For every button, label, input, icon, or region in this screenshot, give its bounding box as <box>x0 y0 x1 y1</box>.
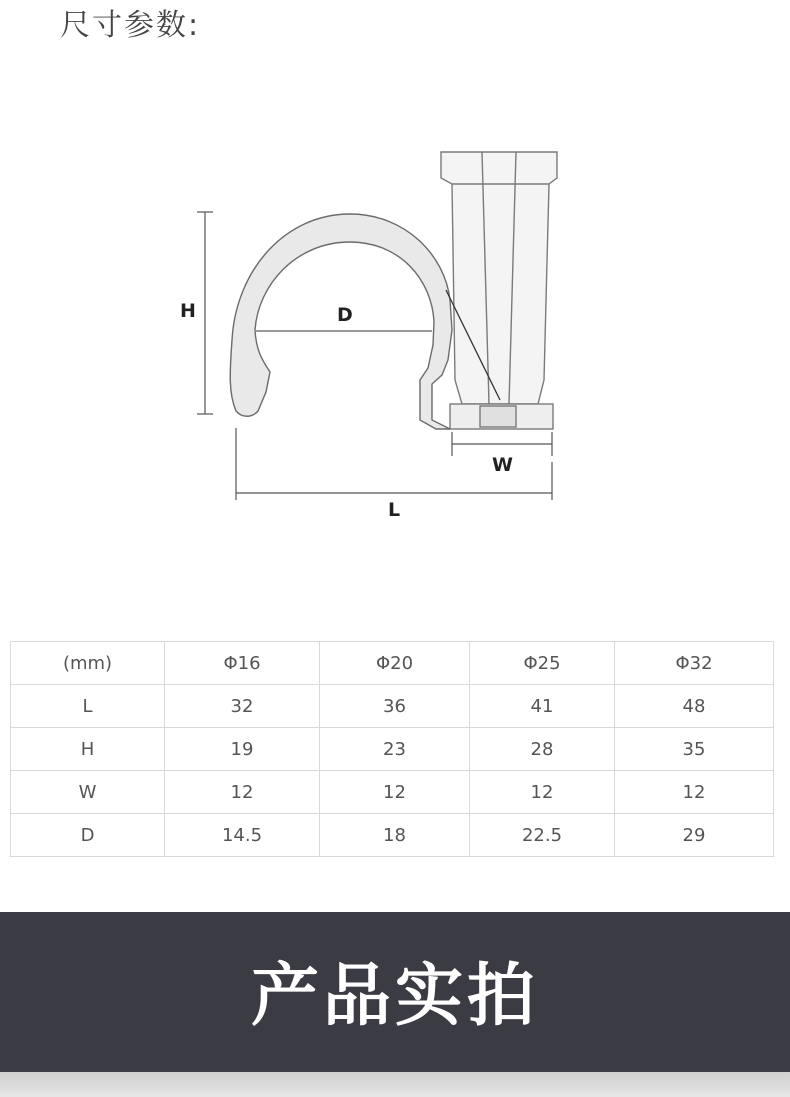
table-cell: 19 <box>165 728 320 771</box>
label-w: W <box>492 454 513 476</box>
table-row <box>11 771 774 814</box>
photo-preview-strip <box>0 1072 790 1097</box>
spec-table <box>10 641 774 857</box>
table-cell: 28 <box>470 728 615 771</box>
table-header-cell: Φ20 <box>320 642 470 685</box>
table-row <box>11 728 774 771</box>
table-row <box>11 685 774 728</box>
table-header-cell: Φ25 <box>470 642 615 685</box>
product-photo-banner <box>0 912 790 1072</box>
table-cell: 12 <box>165 771 320 814</box>
table-cell: 23 <box>320 728 470 771</box>
table-cell: L <box>11 685 165 728</box>
table-cell: 48 <box>615 685 774 728</box>
label-d: D <box>337 304 353 326</box>
table-cell: 36 <box>320 685 470 728</box>
h-dimension <box>197 212 213 414</box>
label-h: H <box>180 300 196 322</box>
table-header-cell: (mm) <box>11 642 165 685</box>
table-cell: 12 <box>615 771 774 814</box>
table-cell: W <box>11 771 165 814</box>
table-cell: 35 <box>615 728 774 771</box>
label-l: L <box>388 499 401 521</box>
section-title: 尺寸参数: <box>60 8 201 43</box>
table-row <box>11 814 774 857</box>
table-cell: 18 <box>320 814 470 857</box>
nail-shape <box>441 152 557 404</box>
banner-title: 产品实拍 <box>250 957 539 1036</box>
table-cell: 22.5 <box>470 814 615 857</box>
table-cell: H <box>11 728 165 771</box>
table-cell: 41 <box>470 685 615 728</box>
table-cell: D <box>11 814 165 857</box>
table-header-cell: Φ16 <box>165 642 320 685</box>
table-cell: 32 <box>165 685 320 728</box>
table-cell: 12 <box>470 771 615 814</box>
w-dimension <box>452 432 552 456</box>
table-header-row <box>11 642 774 685</box>
table-header-cell: Φ32 <box>615 642 774 685</box>
table-cell: 12 <box>320 771 470 814</box>
table-cell: 29 <box>615 814 774 857</box>
table-cell: 14.5 <box>165 814 320 857</box>
base-flange <box>450 404 553 429</box>
